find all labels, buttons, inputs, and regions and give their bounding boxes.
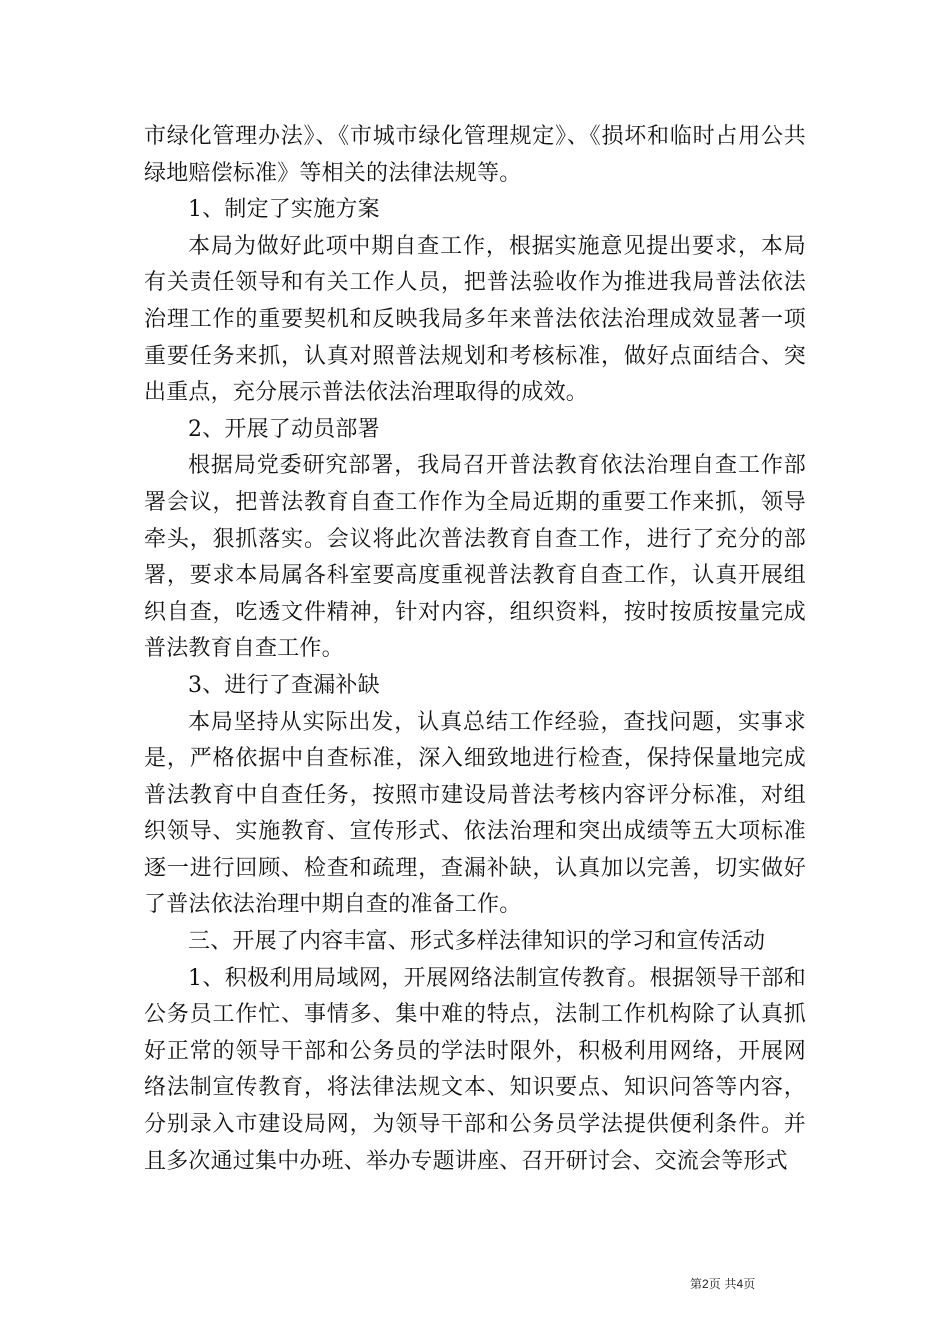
- paragraph: 1、积极利用局域网，开展网络法制宣传教育。根据领导干部和公务员工作忙、事情多、集中难的特点，法制工作机构除了认真抓好正常的领导干部和公务员的学法时限外，积极利用网络，开展网络法制宣传教育，将法律法规文本、知识要点、知识问答等内容，分别录入市建设局网，为领导干部和公务员学法提供便利条件。并且多次通过集中办班、举办专题讲座、召开研讨会、交流会等形式: [144, 965, 806, 1174]
- current-page-number: 2: [702, 1277, 709, 1291]
- document-body: [144, 119, 806, 1180]
- paragraph: 根据局党委研究部署，我局召开普法教育依法治理自查工作部署会议，把普法教育自查工作作为全局近期的重要工作来抓，领导牵头，狠抓落实。会议将此次普法教育自查工作，进行了充分的部署，要求本局属各科室要高度重视普法教育自查工作，认真开展组织自查，吃透文件精神，针对内容，组织资料，按时按质按量完成普法教育自查工作。: [144, 453, 806, 662]
- paragraph: 本局为做好此项中期自查工作，根据实施意见提出要求，本局有关责任领导和有关工作人员，把普法验收作为推进我局普法依法治理工作的重要契机和反映我局多年来普法依法治理成效显著一项重要任务来抓，认真对照普法规划和考核标准，做好点面结合、突出重点，充分展示普法依法治理取得的成效。: [144, 233, 806, 406]
- page-label-suffix: 页: [743, 1277, 756, 1291]
- page-label-middle: 页 共: [708, 1277, 737, 1291]
- paragraph: 市绿化管理办法》、《市城市绿化管理规定》、《损坏和临时占用公共绿地赔偿标准》等相关的法律法规等。: [144, 124, 806, 186]
- paragraph: 1、制定了实施方案: [188, 197, 380, 223]
- paragraph: 3、进行了查漏补缺: [188, 672, 380, 698]
- page-footer: [690, 1276, 810, 1292]
- paragraph: 三、开展了内容丰富、形式多样法律知识的学习和宣传活动: [188, 929, 766, 955]
- page-label-prefix: 第: [690, 1277, 703, 1291]
- paragraph: 2、开展了动员部署: [188, 416, 380, 442]
- total-pages-number: 4: [736, 1277, 744, 1291]
- paragraph: 本局坚持从实际出发，认真总结工作经验，查找问题，实事求是，严格依据中自查标准，深入细致地进行检查，保持保量地完成普法教育中自查任务，按照市建设局普法考核内容评分标准，对组织领导、实施教育、宣传形式、依法治理和突出成绩等五大项标准逐一进行回顾、检查和疏理，查漏补缺，认真加以完善，切实做好了普法依法治理中期自查的准备工作。: [144, 709, 806, 918]
